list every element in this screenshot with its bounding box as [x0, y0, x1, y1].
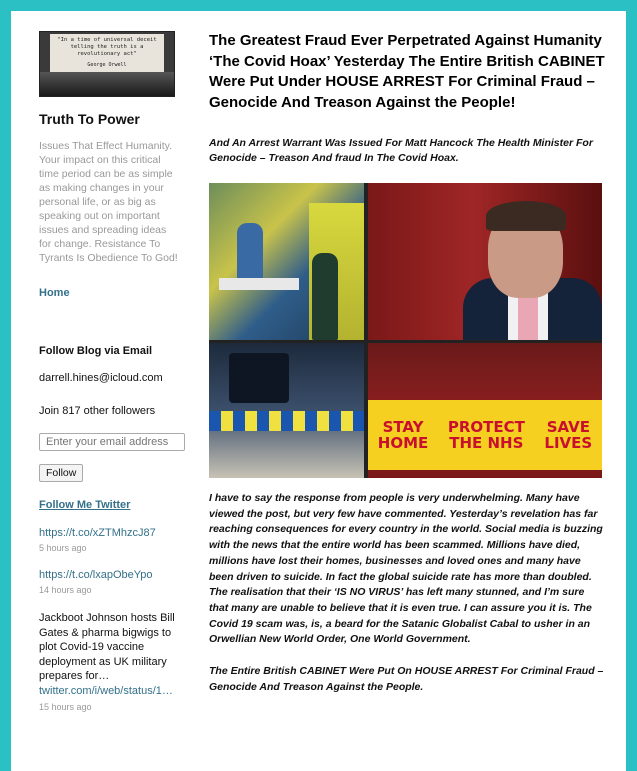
tweet-time[interactable]: 14 hours ago [39, 585, 92, 595]
ambulance-photo [209, 183, 364, 340]
tweet-link[interactable]: https://t.co/xZTMhzcJ87 [39, 527, 156, 539]
post-image-collage[interactable] [209, 183, 602, 478]
tweet-status-link[interactable]: twitter.com/i/web/status/1… [39, 684, 173, 697]
follow-blog-title: Follow Blog via Email [39, 345, 153, 357]
battenburg-markings [209, 411, 364, 431]
tweet-item [39, 569, 184, 595]
site-title[interactable]: Truth To Power [39, 111, 140, 127]
tweet-time[interactable]: 5 hours ago [39, 543, 87, 553]
ambulance-window-photo [209, 343, 364, 478]
hair [486, 201, 566, 231]
lectern-photo [368, 343, 602, 478]
sidebar [39, 31, 184, 712]
typewriter-paper [50, 34, 164, 73]
typewriter-illustration [40, 72, 174, 96]
paramedic-figure [312, 253, 338, 340]
paramedic-figure [237, 223, 263, 283]
post-body-paragraph: I have to say the response from people is very underwhelming. Many have viewed the post, but very few have commented. Yesterday’s revelation has far reaching consequences for every country in the world. Social media is buzzing with the news that the entire world has been scammed. Millions have died, millions have lost their homes, businesses and loved ones and many have been driven to suicide. In fact the global suicide rate has more than doubled. The realisation that their ‘IS NO VIRUS’ has left many stunned, and I’m sure that many are unable to believe that it is even true. I can assure you it is. The Covid 19 scam was, is, a beard for the Satanic Globalist Cabal to usher in an Orwellian New World Order, One World Government. [209, 492, 603, 646]
sign-protect-nhs: PROTECT THE NHS [447, 418, 525, 452]
contact-email: darrell.hines@icloud.com [39, 372, 163, 384]
email-subscribe-input[interactable] [39, 433, 185, 451]
tie [518, 293, 538, 340]
stretcher [219, 278, 299, 290]
tweet-time[interactable]: 15 hours ago [39, 702, 92, 712]
site-description: Issues That Effect Humanity. Your impact on this critical time period can be as simple as making changes in your personal life, or as big as speaking out on important issues and spreading ideas for change. Resistance To Tyrants Is Obedience To God! [39, 140, 178, 264]
tweet-link[interactable]: https://t.co/lxapObeYpo [39, 569, 153, 581]
nav-home-link[interactable]: Home [39, 287, 70, 299]
orwell-quote: "In a time of universal deceit telling the truth is a revolutionary act" [57, 37, 157, 57]
sign-stay-home: STAY HOME [377, 418, 429, 452]
post-subtitle: And An Arrest Warrant Was Issued For Matt Hancock The Health Minister For Genocide – Treason And fraud In The Covid Hoax. [209, 137, 593, 164]
stay-home-sign [368, 400, 602, 470]
sign-save-lives: SAVE LIVES [544, 418, 593, 452]
follow-twitter-link[interactable]: Follow Me Twitter [39, 499, 131, 511]
vehicle-window [229, 353, 289, 403]
page [11, 11, 626, 771]
tweet-item [39, 527, 184, 553]
tweet-body: Jackboot Johnson hosts Bill Gates & pharma bigwigs to plot Covid-19 vaccine deployment as UK military prepares for… [39, 612, 175, 682]
tweet-text [39, 611, 184, 698]
followers-count: Join 817 other followers [39, 405, 156, 417]
post-body-paragraph: The Entire British CABINET Were Put On HOUSE ARREST For Criminal Fraud – Genocide And Treason Against the People. [209, 665, 604, 693]
main-content [209, 31, 609, 695]
minister-photo [368, 183, 602, 340]
quote-author: George Orwell [87, 62, 127, 68]
header-image[interactable] [39, 31, 175, 97]
follow-button[interactable]: Follow [39, 464, 83, 482]
tweet-item [39, 611, 184, 712]
post-title[interactable]: The Greatest Fraud Ever Perpetrated Against Humanity ‘The Covid Hoax’ Yesterday The Entire British CABINET Were Put Under HOUSE ARREST For Criminal Fraud – Genocide And Treason Against the People! [209, 32, 605, 111]
